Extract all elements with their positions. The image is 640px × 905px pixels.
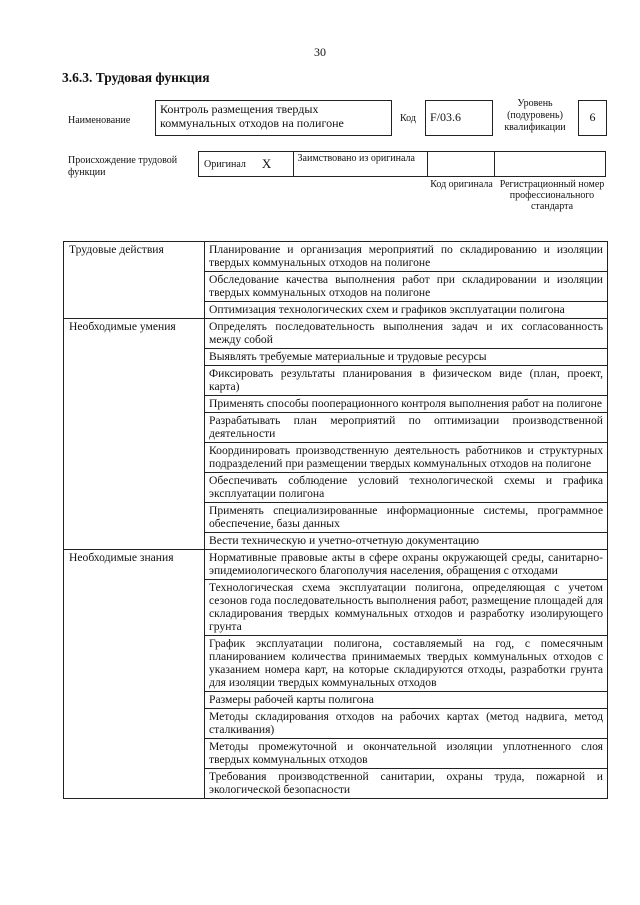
page-number: 30 — [314, 45, 326, 59]
category-cell: Необходимые умения — [64, 319, 205, 550]
item-cell: Технологическая схема эксплуатации полигона, определяющая с учетом сезонов года последовательность выполнения работ, размещение площадей для складирования твердых коммунальных отходов и разработку изолирующего грунта — [205, 580, 608, 636]
item-cell: Выявлять требуемые материальные и трудовые ресурсы — [205, 349, 608, 366]
original-mark: X — [261, 156, 272, 171]
table-row — [64, 550, 608, 580]
item-cell: График эксплуатации полигона, составляемый на год, с помесячным планированием количества принимаемых твердых коммунальных отходов с указанием номера карт, на которые складируются отходы, разработки грунта для изоляции твердых коммунальных отходов — [205, 636, 608, 692]
qualification-level-box: 6 — [578, 100, 607, 136]
category-cell: Трудовые действия — [64, 242, 205, 319]
origin-table — [198, 151, 606, 177]
level-label: Уровень (подуровень) квалификации — [504, 98, 566, 133]
item-cell: Планирование и организация мероприятий по складированию и изоляции твердых коммунальных отходов на полигоне — [205, 242, 608, 272]
code-label: Код — [400, 113, 416, 124]
item-cell: Определять последовательность выполнения задач и их согласованность между собой — [205, 319, 608, 349]
item-cell: Методы складирования отходов на рабочих картах (метод надвига, метод сталкивания) — [205, 709, 608, 739]
origin-label: Происхождение трудовой функции — [68, 155, 178, 178]
table-row — [64, 319, 608, 349]
function-name-box: Контроль размещения твердых коммунальных отходов на полигоне — [155, 100, 392, 136]
registration-number-caption: Регистрационный номер профессионального стандарта — [499, 179, 605, 212]
code-original-caption: Код оригинала — [430, 179, 493, 190]
item-cell: Применять способы пооперационного контроля выполнения работ на полигоне — [205, 396, 608, 413]
name-label: Наименование — [68, 115, 131, 126]
item-cell: Требования производственной санитарии, охраны труда, пожарной и экологической безопасности — [205, 769, 608, 799]
original-label: Оригинал — [204, 158, 246, 170]
original-code-cell — [428, 152, 495, 176]
item-cell: Нормативные правовые акты в сфере охраны окружающей среды, санитарно-эпидемиологического благополучия населения, обращения с отходами — [205, 550, 608, 580]
item-cell: Применять специализированные информационные системы, программное обеспечение, базы данных — [205, 503, 608, 533]
borrowed-cell: Заимствовано из оригинала — [294, 152, 428, 176]
function-code-box: F/03.6 — [425, 100, 493, 136]
item-cell: Координировать производственную деятельность работников и структурных подразделений при размещении твердых коммунальных отходов на полигоне — [205, 443, 608, 473]
function-details-table — [63, 241, 608, 799]
item-cell: Фиксировать результаты планирования в физическом виде (план, проект, карта) — [205, 366, 608, 396]
item-cell: Оптимизация технологических схем и графиков эксплуатации полигона — [205, 302, 608, 319]
table-row — [64, 242, 608, 272]
original-cell — [199, 152, 294, 176]
item-cell: Вести техническую и учетно-отчетную документацию — [205, 533, 608, 550]
item-cell: Обеспечивать соблюдение условий технологической схемы и графика эксплуатации полигона — [205, 473, 608, 503]
section-title: 3.6.3. Трудовая функция — [62, 70, 210, 85]
item-cell: Разрабатывать план мероприятий по оптимизации производственной деятельности — [205, 413, 608, 443]
category-cell: Необходимые знания — [64, 550, 205, 799]
item-cell: Методы промежуточной и окончательной изоляции уплотненного слоя твердых коммунальных отходов — [205, 739, 608, 769]
registration-number-cell — [495, 152, 605, 176]
item-cell: Размеры рабочей карты полигона — [205, 692, 608, 709]
item-cell: Обследование качества выполнения работ при складировании и изоляции твердых коммунальных отходов на полигоне — [205, 272, 608, 302]
